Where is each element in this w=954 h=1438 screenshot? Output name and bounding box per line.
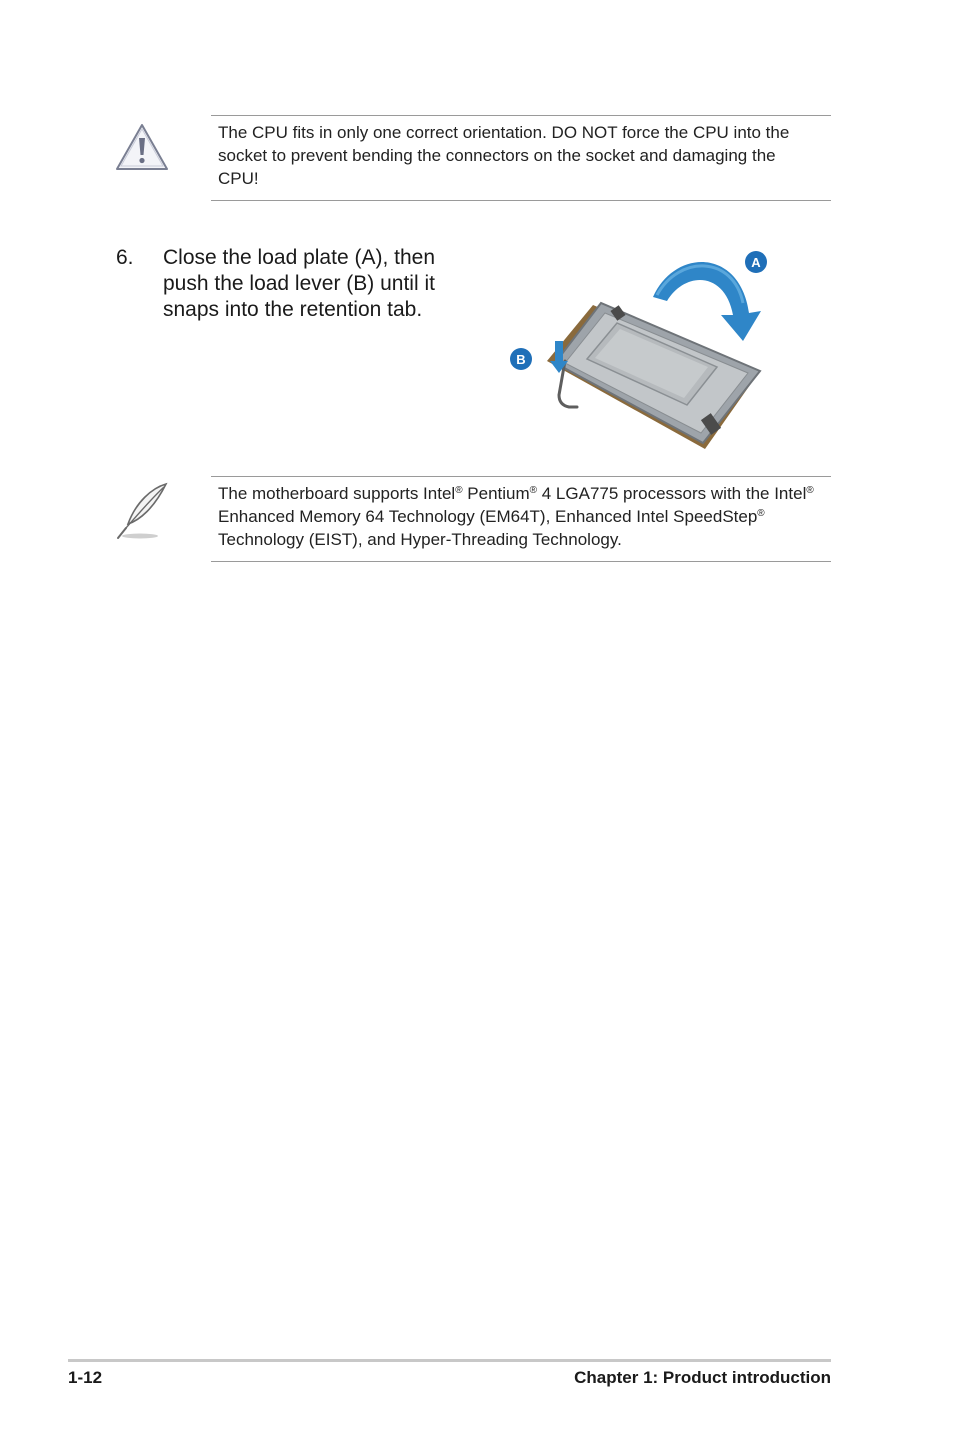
chapter-title: Chapter 1: Product introduction [574,1368,831,1387]
note-top-rule [211,476,831,477]
feather-pen-icon [114,480,172,545]
note-text-part2: Pentium [462,484,530,503]
label-b: B [516,352,526,367]
note-text [218,482,818,551]
warning-text: The CPU fits in only one correct orientation. DO NOT force the CPU into the socket to prevent bending the connectors on the socket and damaging the CPU! [218,123,790,188]
registered-mark: ® [455,485,463,496]
registered-mark: ® [529,485,538,496]
note-text-part5: Technology (EIST), and Hyper-Threading Technology. [218,530,622,549]
step-text: Close the load plate (A), then push the load lever (B) until it snaps into the retention tab. [163,246,435,321]
label-a: A [751,255,761,270]
note-bottom-rule [211,561,831,562]
note-text-part3: 4 LGA775 processors with the Intel [537,484,807,503]
registered-mark: ® [757,508,765,519]
step-number: 6. [116,246,134,269]
note-text-part4: Enhanced Memory 64 Technology (EM64T), Enhanced Intel SpeedStep [218,507,758,526]
warning-top-rule [211,115,831,116]
cpu-socket-figure [505,243,775,458]
warning-bottom-rule [211,200,831,201]
warning-triangle-icon [114,121,170,178]
registered-mark: ® [806,485,814,496]
footer-rule [68,1359,831,1362]
page-number: 1-12 [68,1368,103,1387]
rotation-arrow [653,262,761,341]
note-text-part1: The motherboard supports Intel [218,484,456,503]
